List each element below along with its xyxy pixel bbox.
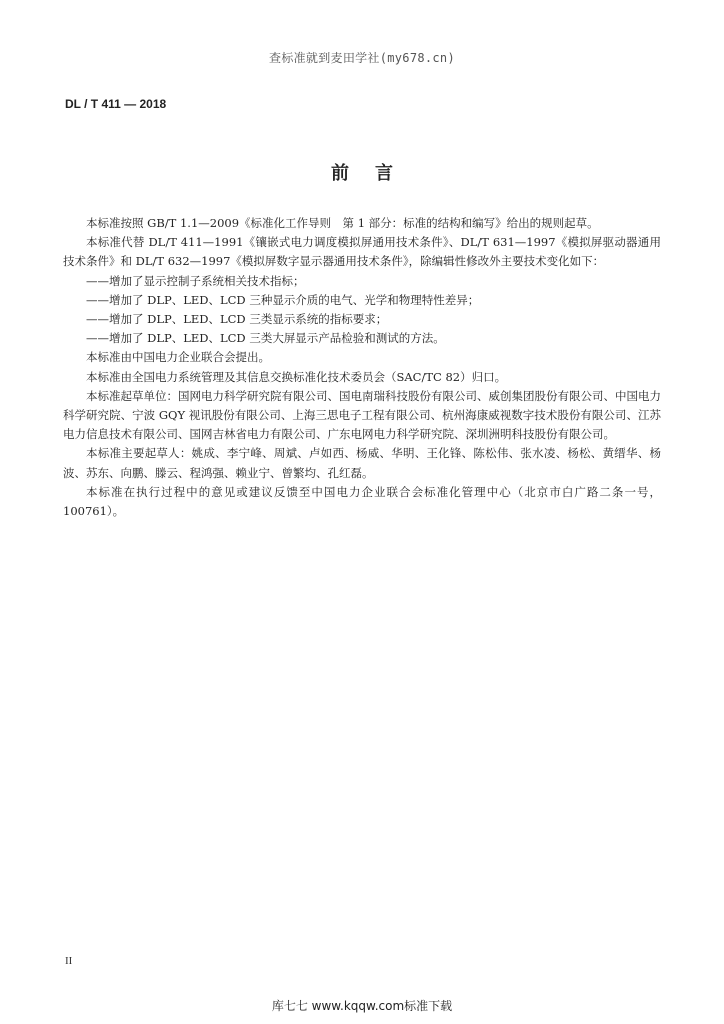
- change-item: ——增加了 DLP、LED、LCD 三类大屏显示产品检验和测试的方法。: [86, 331, 445, 346]
- paragraph-drafting-rules: 本标准按照 GB/T 1.1—2009《标准化工作导则 第 1 部分：标准的结构和编写》给出的规则起草。: [86, 216, 599, 230]
- paragraph-replacement: 本标准代替 DL/T 411—1991《镶嵌式电力调度模拟屏通用技术条件》、DL/T 631—1997《模拟屏驱动器通用技术条件》和 DL/T 632—1997《模拟屏数字显示器通用技术条件》，除编辑性修改外主要技术变化如下：: [63, 235, 661, 269]
- paragraph-feedback: 本标准在执行过程中的意见或建议反馈至中国电力企业联合会标准化管理中心（北京市白广路二条一号，100761）。: [63, 484, 661, 519]
- paragraph-drafters: 本标准主要起草人：姚成、李宁峰、周斌、卢如西、杨威、华明、王化锋、陈松伟、张水凌、杨松、黄缙华、杨波、苏东、向鹏、滕云、程鸿强、赖业宁、曾繁均、孔红磊。: [63, 446, 661, 480]
- document-code: DL / T 411 — 2018: [65, 97, 167, 111]
- paragraph-centralized: 本标准由全国电力系统管理及其信息交换标准化技术委员会（SAC/TC 82）归口。: [86, 369, 507, 384]
- change-item: ——增加了 DLP、LED、LCD 三类显示系统的指标要求；: [86, 312, 388, 327]
- change-item: ——增加了显示控制子系统相关技术指标；: [86, 273, 305, 288]
- preface-body: [63, 214, 661, 521]
- bottom-watermark: 库七七 www.kqqw.com标准下载: [271, 999, 453, 1013]
- top-watermark: 查标准就到麦田学社(my678.cn): [269, 51, 455, 65]
- page-title: 前言: [331, 163, 419, 184]
- paragraph-drafting-units: 本标准起草单位：国网电力科学研究院有限公司、国电南瑞科技股份有限公司、威创集团股份有限公司、中国电力科学研究院、宁波 GQY 视讯股份有限公司、上海三思电子工程有限公司、杭州海康威视数字技术股份有限公司、江苏电力信息技术有限公司、国网吉林省电力有限公司、广东电网电力科学研究院、深圳洲明科技股份有限公司。: [63, 388, 661, 442]
- change-item: ——增加了 DLP、LED、LCD 三种显示介质的电气、光学和物理特性差异；: [86, 292, 480, 307]
- paragraph-proposer: 本标准由中国电力企业联合会提出。: [86, 350, 270, 365]
- page-number: II: [65, 955, 73, 967]
